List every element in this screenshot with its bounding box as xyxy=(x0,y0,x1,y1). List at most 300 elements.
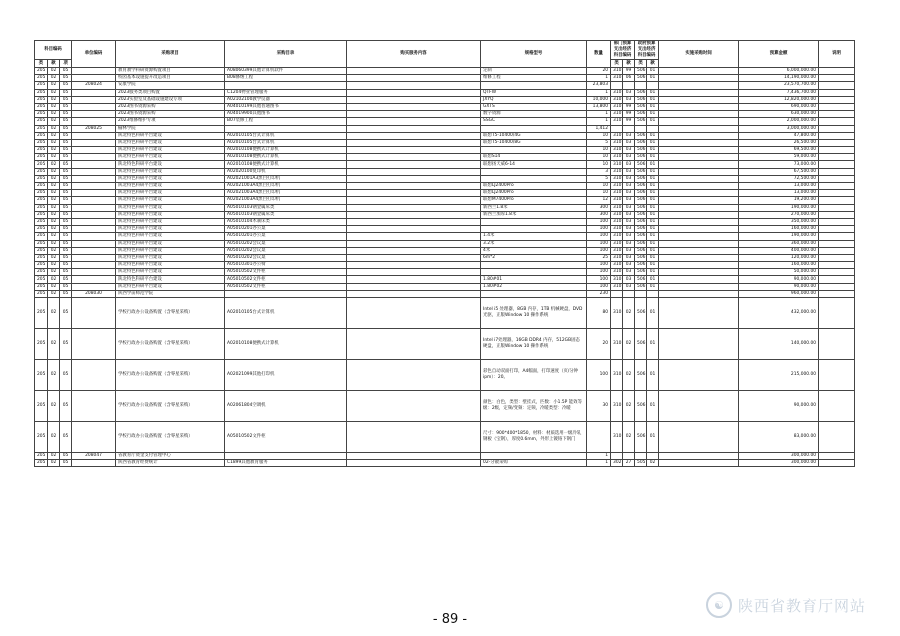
cell-c3: 05 xyxy=(60,197,72,204)
cell-spec xyxy=(481,453,587,460)
cell-g2: 01 xyxy=(647,254,659,261)
cell-c3: 05 xyxy=(60,75,72,82)
cell-project: 陕北特色科研平台建设 xyxy=(116,218,225,225)
cell-c1: 205 xyxy=(35,96,48,103)
cell-g2: 01 xyxy=(647,183,659,190)
cell-service xyxy=(347,89,481,96)
cell-project: 2023服务类项目购置 xyxy=(116,89,225,96)
cell-time xyxy=(659,154,739,161)
cell-g1: 506 xyxy=(635,218,647,225)
table-row xyxy=(35,360,855,391)
cell-time xyxy=(659,211,739,218)
cell-service xyxy=(347,175,481,182)
cell-c3: 05 xyxy=(60,190,72,197)
cell-unit xyxy=(72,283,116,290)
cell-g1: 506 xyxy=(635,190,647,197)
cell-c2: 02 xyxy=(48,168,60,175)
cell-d2: 03 xyxy=(623,247,635,254)
cell-note xyxy=(819,218,855,225)
cell-amount: 140,000.00 xyxy=(739,329,819,360)
cell-service xyxy=(347,190,481,197)
cell-catalog: A05010104木制床类 xyxy=(225,218,347,225)
cell-g2: 01 xyxy=(647,161,659,168)
cell-spec: GXTS xyxy=(481,103,587,110)
table-row xyxy=(35,391,855,422)
cell-d2: 99 xyxy=(623,111,635,118)
cell-qty: 12 xyxy=(587,197,611,204)
cell-time xyxy=(659,197,739,204)
cell-c1: 205 xyxy=(35,125,48,132)
cell-d2: 03 xyxy=(623,233,635,240)
cell-qty: 5 xyxy=(587,175,611,182)
cell-g2: 01 xyxy=(647,75,659,82)
cell-spec xyxy=(481,226,587,233)
cell-catalog: A04010199其他普通图书 xyxy=(225,103,347,110)
cell-d2: 99 xyxy=(623,68,635,75)
cell-time xyxy=(659,247,739,254)
cell-c2: 02 xyxy=(48,147,60,154)
cell-catalog: A02010108便携式计算机 xyxy=(225,147,347,154)
cell-qty: 13,800 xyxy=(587,103,611,110)
cell-spec xyxy=(481,82,587,89)
cell-service xyxy=(347,269,481,276)
cell-g1 xyxy=(635,453,647,460)
cell-time xyxy=(659,329,739,360)
cell-g1: 506 xyxy=(635,154,647,161)
cell-note xyxy=(819,422,855,453)
cell-note xyxy=(819,211,855,218)
cell-note xyxy=(819,125,855,132)
cell-c3: 05 xyxy=(60,460,72,467)
cell-time xyxy=(659,125,739,132)
cell-d1: 302 xyxy=(611,460,623,467)
cell-d1: 310 xyxy=(611,360,623,391)
header-unit-code: 单位编码 xyxy=(72,41,116,68)
cell-catalog: C1899其他教育服务 xyxy=(225,460,347,467)
cell-catalog: A05010301办公椅 xyxy=(225,262,347,269)
cell-g1: 506 xyxy=(635,247,647,254)
cell-service xyxy=(347,290,481,297)
cell-d2: 02 xyxy=(623,422,635,453)
cell-g1: 506 xyxy=(635,132,647,139)
cell-time xyxy=(659,276,739,283)
cell-time xyxy=(659,422,739,453)
table-row xyxy=(35,233,855,240)
cell-c2: 02 xyxy=(48,276,60,283)
cell-catalog: A02021099其他打印机 xyxy=(225,360,347,391)
cell-g2: 01 xyxy=(647,269,659,276)
cell-time xyxy=(659,360,739,391)
cell-service xyxy=(347,298,481,329)
cell-service xyxy=(347,168,481,175)
cell-service xyxy=(347,147,481,154)
cell-service xyxy=(347,247,481,254)
cell-amount: 47,800.00 xyxy=(739,132,819,139)
cell-g1: 506 xyxy=(635,89,647,96)
cell-note xyxy=(819,139,855,146)
cell-spec: 1.80#01 xyxy=(481,276,587,283)
cell-g2: 01 xyxy=(647,283,659,290)
header-time: 实施采购时间 xyxy=(659,41,739,68)
cell-note xyxy=(819,262,855,269)
cell-c1: 205 xyxy=(35,75,48,82)
cell-g1: 506 xyxy=(635,391,647,422)
table-row xyxy=(35,240,855,247)
cell-d2: 03 xyxy=(623,254,635,261)
cell-d2: 03 xyxy=(623,226,635,233)
cell-d2: 03 xyxy=(623,204,635,211)
cell-amount: 300,000.00 xyxy=(739,453,819,460)
cell-spec xyxy=(481,125,587,132)
table-row xyxy=(35,204,855,211)
cell-spec xyxy=(481,168,587,175)
cell-c2: 02 xyxy=(48,240,60,247)
cell-spec: JXYQ xyxy=(481,96,587,103)
cell-project: 陕西省教育经费统计 xyxy=(116,460,225,467)
cell-amount: 190,000.00 xyxy=(739,233,819,240)
cell-c2: 02 xyxy=(48,247,60,254)
cell-time xyxy=(659,460,739,467)
cell-service xyxy=(347,118,481,125)
cell-c2: 02 xyxy=(48,183,60,190)
cell-c2: 02 xyxy=(48,118,60,125)
cell-service xyxy=(347,460,481,467)
cell-catalog: A05010103钢金属床类 xyxy=(225,204,347,211)
cell-g2: 01 xyxy=(647,118,659,125)
header-spec: 规格型号 xyxy=(481,41,587,68)
cell-note xyxy=(819,298,855,329)
cell-d2 xyxy=(623,82,635,89)
cell-unit xyxy=(72,96,116,103)
cell-service xyxy=(347,391,481,422)
cell-service xyxy=(347,103,481,110)
cell-amount: 160,000.00 xyxy=(739,262,819,269)
cell-time xyxy=(659,226,739,233)
cell-c3: 05 xyxy=(60,89,72,96)
cell-g1: 506 xyxy=(635,139,647,146)
cell-project: 校园基本设施提升改造项目 xyxy=(116,75,225,82)
cell-service xyxy=(347,262,481,269)
cell-d2: 99 xyxy=(623,118,635,125)
cell-g2: 01 xyxy=(647,233,659,240)
header-gov-budget: 政府预算支出经济科目编码 xyxy=(635,41,659,60)
cell-spec: 联想T5-10400/8G xyxy=(481,139,587,146)
cell-qty: 100 xyxy=(587,276,611,283)
cell-c3: 05 xyxy=(60,360,72,391)
cell-spec: 6m*2 xyxy=(481,254,587,261)
cell-time xyxy=(659,132,739,139)
cell-d1: 310 xyxy=(611,103,623,110)
cell-unit xyxy=(72,460,116,467)
cell-g1: 506 xyxy=(635,197,647,204)
cell-catalog xyxy=(225,82,347,89)
cell-note xyxy=(819,96,855,103)
cell-d1 xyxy=(611,125,623,132)
cell-c2: 02 xyxy=(48,290,60,297)
cell-unit xyxy=(72,254,116,261)
table-row xyxy=(35,132,855,139)
cell-unit xyxy=(72,75,116,82)
cell-c3: 05 xyxy=(60,211,72,218)
cell-qty: 230 xyxy=(587,290,611,297)
cell-time xyxy=(659,269,739,276)
cell-unit xyxy=(72,204,116,211)
cell-unit xyxy=(72,147,116,154)
cell-g1: 506 xyxy=(635,422,647,453)
cell-g1: 506 xyxy=(635,183,647,190)
cell-c1: 205 xyxy=(35,422,48,453)
cell-g1: 506 xyxy=(635,262,647,269)
cell-service xyxy=(347,226,481,233)
cell-catalog: C1204物业管理服务 xyxy=(225,89,347,96)
cell-note xyxy=(819,290,855,297)
cell-service xyxy=(347,154,481,161)
cell-c3: 05 xyxy=(60,68,72,75)
cell-note xyxy=(819,68,855,75)
cell-c3: 05 xyxy=(60,183,72,190)
header-amount: 预算金额 xyxy=(739,41,819,68)
cell-c1: 205 xyxy=(35,233,48,240)
cell-g2: 01 xyxy=(647,262,659,269)
cell-unit xyxy=(72,298,116,329)
cell-g1: 506 xyxy=(635,276,647,283)
cell-catalog: A05010202会议桌 xyxy=(225,240,347,247)
cell-c3: 05 xyxy=(60,132,72,139)
cell-project: 省教育厅资金支付管理中心 xyxy=(116,453,225,460)
cell-g2: 01 xyxy=(647,391,659,422)
table-row xyxy=(35,118,855,125)
cell-c1: 205 xyxy=(35,190,48,197)
table-row xyxy=(35,254,855,261)
cell-qty: 100 xyxy=(587,240,611,247)
cell-time xyxy=(659,75,739,82)
cell-g2 xyxy=(647,290,659,297)
cell-note xyxy=(819,190,855,197)
cell-c1: 205 xyxy=(35,103,48,110)
cell-d1: 310 xyxy=(611,111,623,118)
cell-unit xyxy=(72,139,116,146)
cell-project: 学校行政办公设备购置（含零星采购） xyxy=(116,391,225,422)
cell-c1: 205 xyxy=(35,132,48,139)
cell-g1: 506 xyxy=(635,226,647,233)
table-row xyxy=(35,329,855,360)
table-row xyxy=(35,453,855,460)
cell-catalog: A05010201办公桌 xyxy=(225,233,347,240)
table-row xyxy=(35,290,855,297)
cell-note xyxy=(819,247,855,254)
cell-amount: 2,000,000.00 xyxy=(739,118,819,125)
cell-project: 陕北特色科研平台建设 xyxy=(116,276,225,283)
cell-project: 陕北特色科研平台建设 xyxy=(116,233,225,240)
cell-c1: 205 xyxy=(35,197,48,204)
cell-g1 xyxy=(635,125,647,132)
cell-g2: 01 xyxy=(647,204,659,211)
cell-spec xyxy=(481,262,587,269)
cell-d2: 02 xyxy=(623,329,635,360)
cell-note xyxy=(819,391,855,422)
cell-service xyxy=(347,125,481,132)
cell-qty: 1,412 xyxy=(587,125,611,132)
cell-c1: 205 xyxy=(35,82,48,89)
cell-note xyxy=(819,161,855,168)
cell-c2: 02 xyxy=(48,132,60,139)
cell-note xyxy=(819,132,855,139)
cell-time xyxy=(659,453,739,460)
cell-unit xyxy=(72,132,116,139)
cell-c2: 02 xyxy=(48,298,60,329)
cell-time xyxy=(659,68,739,75)
cell-unit xyxy=(72,218,116,225)
cell-qty: 10 xyxy=(587,132,611,139)
cell-service xyxy=(347,132,481,139)
cell-c2: 02 xyxy=(48,218,60,225)
cell-amount: 300,000.00 xyxy=(739,460,819,467)
cell-time xyxy=(659,262,739,269)
cell-catalog: A05010502文件柜 xyxy=(225,422,347,453)
cell-time xyxy=(659,96,739,103)
table-row xyxy=(35,226,855,233)
cell-time xyxy=(659,118,739,125)
cell-g2: 02 xyxy=(647,460,659,467)
cell-time xyxy=(659,290,739,297)
table-row xyxy=(35,283,855,290)
cell-g1: 506 xyxy=(635,360,647,391)
cell-g2: 01 xyxy=(647,360,659,391)
header-gov-lei: 类 xyxy=(635,60,647,68)
cell-d2: 03 xyxy=(623,139,635,146)
cell-qty: 10 xyxy=(587,147,611,154)
cell-service xyxy=(347,218,481,225)
cell-project: 陕北特色科研平台建设 xyxy=(116,262,225,269)
cell-catalog: A02102100教学仪器 xyxy=(225,96,347,103)
cell-service xyxy=(347,183,481,190)
cell-c1: 205 xyxy=(35,283,48,290)
cell-c3: 05 xyxy=(60,204,72,211)
cell-amount: 6,000,000.00 xyxy=(739,68,819,75)
cell-c1: 205 xyxy=(35,290,48,297)
page-number: - 89 - xyxy=(432,612,468,627)
cell-amount: 90,000.00 xyxy=(739,276,819,283)
cell-unit xyxy=(72,111,116,118)
cell-c2: 02 xyxy=(48,190,60,197)
cell-project: 2023实验室及基础设施建设专项 xyxy=(116,96,225,103)
cell-project: 安康学院 xyxy=(116,82,225,89)
cell-d2: 03 xyxy=(623,276,635,283)
table-row xyxy=(35,75,855,82)
cell-g2: 01 xyxy=(647,89,659,96)
cell-time xyxy=(659,204,739,211)
cell-c2: 02 xyxy=(48,460,60,467)
cell-spec: 颜色：白色，类型：壁挂式，匹数：小1.5P 能效等级：2级，定频/变频：定频，冷暖类型：冷暖 xyxy=(481,391,587,422)
table-row xyxy=(35,168,855,175)
cell-spec: 维修工程 xyxy=(481,75,587,82)
cell-note xyxy=(819,240,855,247)
cell-time xyxy=(659,103,739,110)
cell-service xyxy=(347,161,481,168)
header-project: 采购项目 xyxy=(116,41,225,68)
header-dept-kuan: 款 xyxy=(623,60,635,68)
cell-catalog: A05010502文件柜 xyxy=(225,283,347,290)
cell-amount: 14,190,000.00 xyxy=(739,75,819,82)
cell-service xyxy=(347,197,481,204)
cell-unit: 208024 xyxy=(72,82,116,89)
cell-c1: 205 xyxy=(35,183,48,190)
cell-c3: 05 xyxy=(60,276,72,283)
cell-spec: 4米 xyxy=(481,247,587,254)
cell-amount: 270,000.00 xyxy=(739,211,819,218)
cell-d1: 310 xyxy=(611,240,623,247)
cell-spec: 3.2米 xyxy=(481,240,587,247)
cell-spec: SSGC xyxy=(481,118,587,125)
cell-amount: 13,000.00 xyxy=(739,183,819,190)
cell-spec xyxy=(481,147,587,154)
cell-unit xyxy=(72,360,116,391)
cell-project: 陕北特色科研平台建设 xyxy=(116,226,225,233)
cell-qty: 3 xyxy=(587,168,611,175)
table-row xyxy=(35,111,855,118)
cell-time xyxy=(659,283,739,290)
cell-service xyxy=(347,75,481,82)
cell-amount: 360,000.00 xyxy=(739,240,819,247)
cell-d1: 310 xyxy=(611,96,623,103)
cell-note xyxy=(819,460,855,467)
cell-g2: 01 xyxy=(647,103,659,110)
cell-d2: 03 xyxy=(623,183,635,190)
cell-c3: 05 xyxy=(60,247,72,254)
cell-g1: 506 xyxy=(635,111,647,118)
cell-d1: 310 xyxy=(611,168,623,175)
cell-spec: 数字资源 xyxy=(481,111,587,118)
cell-amount: 960,000.00 xyxy=(739,290,819,297)
cell-project: 陕北特色科研平台建设 xyxy=(116,283,225,290)
cell-service xyxy=(347,360,481,391)
cell-d1: 310 xyxy=(611,132,623,139)
cell-d2: 06 xyxy=(623,75,635,82)
cell-qty: 1 xyxy=(587,453,611,460)
cell-note xyxy=(819,453,855,460)
cell-c3: 05 xyxy=(60,103,72,110)
cell-c2: 02 xyxy=(48,329,60,360)
cell-g2 xyxy=(647,82,659,89)
cell-c1: 205 xyxy=(35,360,48,391)
cell-d2: 03 xyxy=(623,161,635,168)
cell-g1: 506 xyxy=(635,103,647,110)
cell-g2: 01 xyxy=(647,175,659,182)
cell-d1: 310 xyxy=(611,211,623,218)
cell-c3: 05 xyxy=(60,262,72,269)
cell-d2: 03 xyxy=(623,132,635,139)
cell-c2: 02 xyxy=(48,391,60,422)
cell-c3: 05 xyxy=(60,226,72,233)
cell-project: 学校行政办公设备购置（含零星采购） xyxy=(116,329,225,360)
cell-catalog: B07装修工程 xyxy=(225,118,347,125)
cell-catalog: A02010108便携式计算机 xyxy=(225,161,347,168)
cell-c1: 205 xyxy=(35,111,48,118)
cell-d2: 03 xyxy=(623,190,635,197)
cell-spec xyxy=(481,175,587,182)
cell-c1: 205 xyxy=(35,139,48,146)
cell-note xyxy=(819,154,855,161)
cell-catalog: A05010103钢金属床类 xyxy=(225,211,347,218)
cell-project: 陕北特色科研平台建设 xyxy=(116,175,225,182)
cell-qty: 100 xyxy=(587,262,611,269)
cell-unit xyxy=(72,269,116,276)
cell-d1: 310 xyxy=(611,276,623,283)
cell-g2: 01 xyxy=(647,111,659,118)
cell-service xyxy=(347,329,481,360)
cell-c1: 205 xyxy=(35,262,48,269)
cell-c2: 02 xyxy=(48,96,60,103)
